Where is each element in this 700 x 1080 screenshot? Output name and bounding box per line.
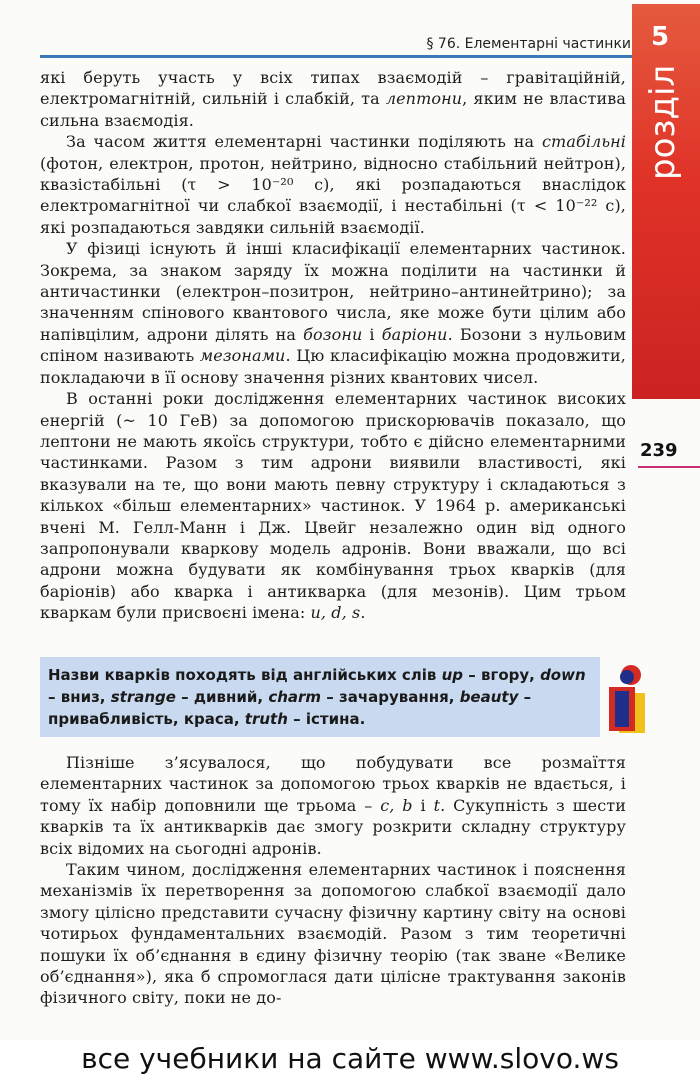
chapter-tab [632, 4, 700, 399]
paragraph: За часом життя елементарні частинки поділяють на стабільні (фотон, електрон, протон, нейтрино, відносно стабільний нейтрон), квазістабільні (τ > 10⁻²⁰ с), які розпадаються внаслідок електромагнітної чи слабкої взаємодії, і нестабільні (τ < 10⁻²² с), які розпадаються завдяки сильній взаємодії. [40, 132, 626, 237]
chapter-label: розділ [643, 64, 683, 180]
info-icon [603, 663, 649, 735]
body-text-top [40, 67, 626, 624]
chapter-number: 5 [650, 22, 670, 52]
footer-caption: все учебники на сайте www.slovo.ws [0, 1040, 700, 1080]
info-note-text: Назви кварків походять від англійських слів up – вгору, down – вниз, strange – дивний, charm – зачарування, beauty – привабливість, краса, truth – істина. [48, 666, 586, 728]
section-title: § 76. Елементарні частинки [426, 36, 631, 52]
paragraph: Таким чином, дослідження елементарних частинок і пояснення механізмів їх перетворення за допомогою слабкої взаємодії дало змогу цілісно представити сучасну фізичну картину світу на основі чотирьох фундаментальних взаємодій. Разом з тим теоретичні пошуки їх об’єднання в єдину фізичну теорію (так зване «Велике об’єднання»), яка б спромоглася дати цілісне трактування законів фізичного світу, поки не до- [40, 860, 626, 1008]
paragraph: В останні роки дослідження елементарних частинок високих енергій (~ 10 ГеВ) за допомогою прискорювачів показало, що лептони не мають якоїсь структури, тобто є дійсно елементарними частинками. Разом з тим адрони виявили властивості, які вказували на те, що вони мають певну структуру і складаються з кількох «більш елементарних» частинок. У 1964 р. американські вчені М. Гелл-Манн і Дж. Цвейг незалежно один від одного запропонували кваркову модель адронів. Вони вважали, що всі адрони можна будувати як комбінування трьох кварків (для баріонів) або кварка і антикварка (для мезонів). Цим трьом кваркам були присвоєні імена: u, d, s. [40, 389, 626, 623]
page-number: 239 [640, 440, 678, 461]
paragraph: Пізніше з’ясувалося, що побудувати все розмаїття елементарних частинок за допомогою трьох кварків не вдається, і тому їх набір доповнили ще трьома – c, b і t. Сукупність з шести кварків та їх антикварків дає змогу розкрити складну структуру всіх відомих на сьогодні адронів. [40, 753, 626, 858]
paragraph: У фізиці існують й інші класифікації елементарних частинок. Зокрема, за знаком заряду їх можна поділити на частинки й античастинки (електрон–позитрон, нейтрино–антинейтрино); за значенням спінового квантового числа, яке може бути цілим або напівцілим, адрони ділять на бозони і баріони. Бозони з нульовим спіном називають мезонами. Цю класифікацію можна продовжити, покладаючи в її основу значення різних квантових чисел. [40, 239, 626, 387]
body-text-bottom [40, 752, 626, 1009]
page-number-rule [638, 466, 700, 468]
paragraph: які беруть участь у всіх типах взаємодій – гравітаційній, електромагнітній, сильній і слабкій, та лептони, яким не властива сильна взаємодія. [40, 68, 627, 130]
header-rule [40, 55, 632, 58]
